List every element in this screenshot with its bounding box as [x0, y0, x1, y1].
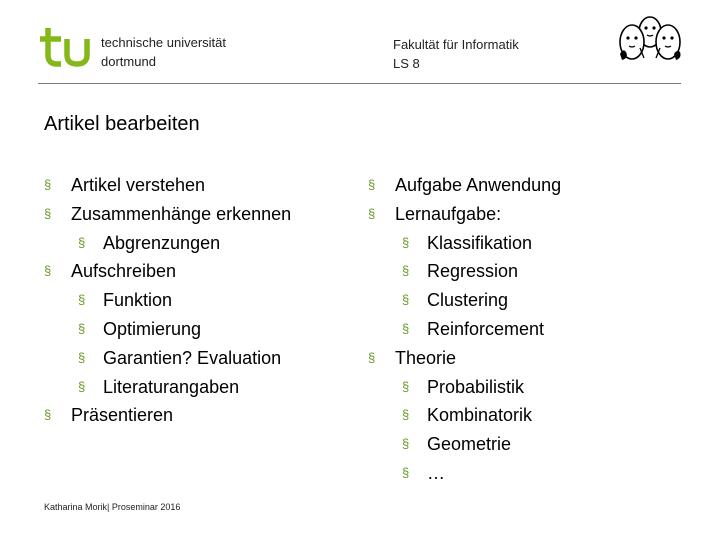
faculty-name-line1: Fakultät für Informatik	[393, 37, 519, 52]
bullet-item	[368, 257, 561, 286]
slide-title: Artikel bearbeiten	[44, 113, 200, 135]
bullet-marker-icon: §	[368, 177, 376, 192]
bullet-item	[368, 430, 561, 459]
bullet-text: Probabilistik	[427, 376, 525, 397]
faculty-name	[393, 35, 519, 73]
university-name-line2: dortmund	[101, 54, 156, 69]
bullet-marker-icon: §	[402, 320, 410, 336]
bullet-text: Funktion	[103, 290, 173, 311]
bullet-text: Aufschreiben	[71, 261, 177, 282]
egg-mascots-icon	[610, 8, 690, 68]
bullet-item	[368, 229, 561, 258]
footer-text: Katharina Morik| Proseminar 2016	[44, 502, 181, 512]
bullet-item	[368, 286, 561, 315]
bullet-text: Theorie	[395, 347, 457, 368]
bullet-text: Kombinatorik	[427, 405, 533, 426]
bullet-text: Garantien? Evaluation	[103, 347, 282, 368]
bullet-marker-icon: §	[44, 263, 52, 279]
bullet-item	[44, 315, 291, 344]
bullet-item	[44, 373, 291, 402]
bullet-marker-icon: §	[78, 349, 86, 365]
bullet-marker-icon: §	[402, 263, 410, 279]
bullet-text: Lernaufgabe:	[395, 203, 502, 224]
bullet-marker-icon: §	[402, 292, 410, 308]
bullet-marker-icon: §	[402, 436, 410, 452]
bullet-item	[368, 373, 561, 402]
bullet-text: Klassifikation	[427, 232, 533, 253]
bullet-marker-icon: §	[78, 378, 86, 394]
bullet-item	[44, 286, 291, 315]
bullet-text: Abgrenzungen	[103, 232, 221, 253]
bullet-text: Clustering	[427, 290, 509, 311]
bullet-marker-icon: §	[44, 177, 52, 192]
bullet-text: …	[427, 462, 445, 483]
bullet-marker-icon: §	[44, 407, 52, 423]
right-bullet-list	[368, 171, 561, 488]
bullet-item	[44, 401, 291, 430]
bullet-item	[44, 229, 291, 258]
bullet-item	[368, 315, 561, 344]
header-divider	[38, 83, 681, 84]
bullet-text: Regression	[427, 261, 519, 282]
bullet-item	[44, 257, 291, 286]
bullet-text: Präsentieren	[71, 405, 174, 426]
bullet-item	[368, 344, 561, 373]
bullet-marker-icon: §	[402, 234, 410, 250]
bullet-marker-icon: §	[78, 234, 86, 250]
bullet-item	[368, 459, 561, 488]
bullet-item	[44, 200, 291, 229]
bullet-marker-icon: §	[78, 320, 86, 336]
bullet-marker-icon: §	[44, 205, 52, 221]
university-name	[101, 33, 226, 71]
bullet-item	[44, 171, 291, 200]
bullet-item	[368, 171, 561, 200]
bullet-marker-icon: §	[402, 464, 410, 480]
bullet-item	[44, 344, 291, 373]
faculty-name-line2: LS 8	[393, 56, 420, 71]
bullet-item	[368, 200, 561, 229]
bullet-item	[368, 401, 561, 430]
bullet-marker-icon: §	[368, 205, 376, 221]
tu-dortmund-logo-icon	[38, 26, 94, 68]
bullet-text: Literaturangaben	[103, 376, 240, 397]
bullet-text: Reinforcement	[427, 318, 545, 339]
bullet-text: Zusammenhänge erkennen	[71, 203, 292, 224]
bullet-text: Optimierung	[103, 318, 202, 339]
bullet-text: Geometrie	[427, 434, 512, 455]
university-name-line1: technische universität	[101, 35, 227, 50]
bullet-marker-icon: §	[402, 378, 410, 394]
bullet-text: Aufgabe Anwendung	[395, 175, 562, 195]
bullet-marker-icon: §	[402, 407, 410, 423]
bullet-marker-icon: §	[368, 349, 376, 365]
bullet-text: Artikel verstehen	[71, 175, 206, 195]
left-bullet-list	[44, 171, 291, 430]
bullet-marker-icon: §	[78, 292, 86, 308]
